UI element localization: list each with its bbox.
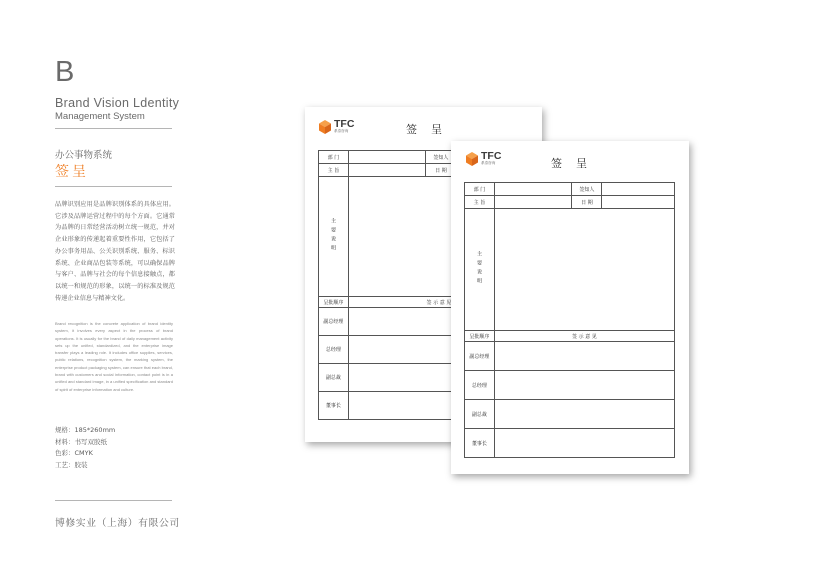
section-category: 办公事物系统 bbox=[55, 150, 113, 161]
label-signer: 签知人 bbox=[572, 183, 602, 196]
tfc-logo bbox=[318, 120, 354, 134]
label-general-manager: 总经理 bbox=[319, 336, 349, 364]
label-vice-chairman: 副总裁 bbox=[465, 400, 495, 429]
label-chairman: 董事长 bbox=[319, 392, 349, 420]
label-subject: 主 旨 bbox=[319, 164, 349, 177]
label-content: 主要说明 bbox=[319, 177, 349, 297]
field-deputy-manager[interactable] bbox=[494, 342, 674, 371]
divider bbox=[55, 128, 172, 129]
specs-list bbox=[55, 425, 115, 472]
form-title: 签呈 bbox=[406, 123, 456, 136]
spec-process: 工艺：胶装 bbox=[55, 461, 88, 470]
form-table bbox=[464, 182, 675, 458]
label-approval-order: 呈批顺序 bbox=[319, 297, 349, 308]
description-en: Brand recognition is the concrete application of brand identity system, it involves every aspect in the process of brand operations. It is usually for the brand of daily management activity sets up the unified, standardized, and the enterprise image transfer plays a leading role. It includes office supplies, services, public relations, recognition system, the marking system, the enterprise product packaging system, can ensure that each brand, brand with customers and social information, contact point is in a unified and standard image, in a unified specification and standard of spirit of enterprise information and culture. bbox=[55, 321, 173, 392]
label-department: 部 门 bbox=[319, 151, 349, 164]
brand-subtitle: Management System bbox=[55, 111, 145, 122]
label-date: 日 期 bbox=[426, 164, 456, 177]
label-vice-chairman: 副总裁 bbox=[319, 364, 349, 392]
section-letter: B bbox=[55, 56, 75, 88]
spec-color: 色彩：CMYK bbox=[55, 449, 93, 458]
spec-material: 材料：书写双胶纸 bbox=[55, 437, 107, 446]
field-department[interactable] bbox=[494, 183, 572, 196]
label-subject: 主 旨 bbox=[465, 196, 495, 209]
field-signer[interactable] bbox=[602, 183, 675, 196]
logo-tagline: 系泰咨询 bbox=[334, 129, 349, 133]
field-general-manager[interactable] bbox=[494, 371, 674, 400]
company-name: 博修实业（上海）有限公司 bbox=[55, 518, 180, 529]
label-general-manager: 总经理 bbox=[465, 371, 495, 400]
form-title: 签呈 bbox=[551, 157, 601, 170]
logo-text: TFC bbox=[334, 118, 355, 130]
label-instructions: 签 示 意 见 bbox=[348, 297, 529, 308]
label-department: 部 门 bbox=[465, 183, 495, 196]
label-deputy-manager: 副总经理 bbox=[465, 342, 495, 371]
brand-title: Brand Vision Ldentity bbox=[55, 96, 180, 110]
tfc-logo bbox=[465, 152, 501, 166]
field-vice-chairman[interactable] bbox=[494, 400, 674, 429]
description-zh: 品牌识别应用是品牌识别体系的具体应用。它涉及品牌运营过程中的每个方面。它通常为品牌的日常经营活动树立统一规范，并对企业形象的传递起着重要性作用，它包括了办公事务用品、公关识别系统、服务、标识系统、企业商品包装等系统，可以确保品牌与客户、品牌与社会的每个信息接触点，都以统一和规范的形象，以统一的标准及规范传递企业信息与精神文化。 bbox=[55, 201, 175, 302]
divider bbox=[55, 500, 172, 501]
label-content: 主要说明 bbox=[465, 209, 495, 331]
cube-logo-icon bbox=[465, 152, 479, 166]
field-department[interactable] bbox=[348, 151, 426, 164]
label-signer: 签知人 bbox=[426, 151, 456, 164]
label-instructions: 签 示 意 见 bbox=[494, 331, 674, 342]
field-subject[interactable] bbox=[494, 196, 572, 209]
divider bbox=[55, 186, 172, 187]
logo-text: TFC bbox=[481, 150, 502, 162]
label-date: 日 期 bbox=[572, 196, 602, 209]
spec-size: 规格：185*260mm bbox=[55, 426, 116, 434]
field-subject[interactable] bbox=[348, 164, 426, 177]
cube-logo-icon bbox=[318, 120, 332, 134]
field-date[interactable] bbox=[602, 196, 675, 209]
form-sheet-front bbox=[451, 141, 689, 474]
label-chairman: 董事长 bbox=[465, 429, 495, 458]
field-content[interactable] bbox=[494, 209, 674, 331]
page-title: 签呈 bbox=[55, 164, 89, 180]
logo-tagline: 系泰咨询 bbox=[481, 161, 496, 165]
field-chairman[interactable] bbox=[494, 429, 674, 458]
label-approval-order: 呈批顺序 bbox=[465, 331, 495, 342]
label-deputy-manager: 副总经理 bbox=[319, 308, 349, 336]
